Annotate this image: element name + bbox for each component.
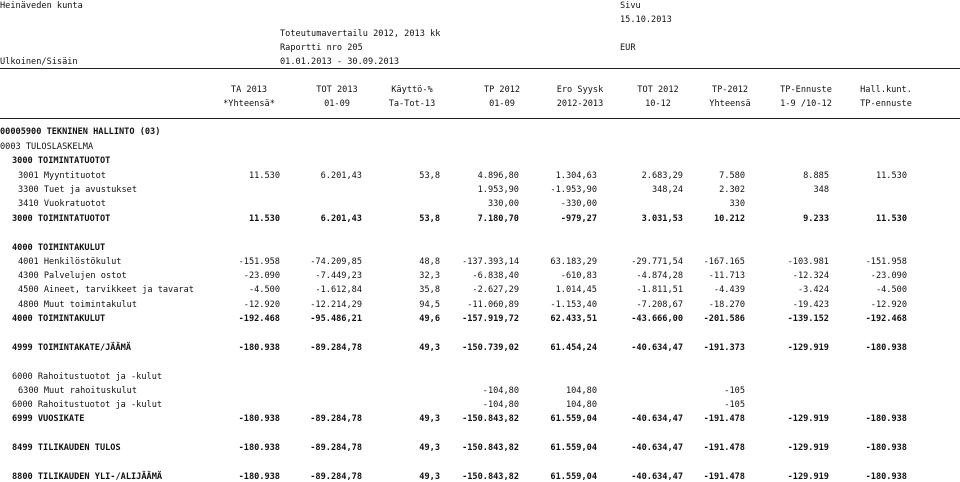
row-value: -18.270 bbox=[708, 300, 745, 310]
row-value: -11.060,89 bbox=[467, 300, 519, 310]
column-header-top: TOT 2013 bbox=[316, 85, 358, 95]
scope: Ulkoinen/Sisäin bbox=[0, 57, 78, 67]
row-value: 104,80 bbox=[565, 386, 597, 396]
row-value: 11.530 bbox=[248, 171, 280, 181]
row-value: 2.683,29 bbox=[641, 171, 683, 181]
row-value: -104,80 bbox=[482, 400, 519, 410]
row-value: -151.958 bbox=[865, 257, 907, 267]
row-value: -180.938 bbox=[865, 414, 907, 424]
row-value: -151.958 bbox=[238, 257, 280, 267]
row-value: 7.180,70 bbox=[477, 214, 519, 224]
row-label: 6999 VUOSIKATE bbox=[12, 414, 85, 424]
row-value: -89.284,78 bbox=[310, 343, 362, 353]
row-value: 62.433,51 bbox=[550, 314, 597, 324]
row-value: -105 bbox=[724, 386, 745, 396]
column-header-bottom: 1-9 /10-12 bbox=[780, 99, 832, 109]
column-header-bottom: 01-09 bbox=[489, 99, 515, 109]
row-label: 4500 Aineet, tarvikkeet ja tavarat bbox=[18, 285, 194, 295]
row-value: -7.208,67 bbox=[636, 300, 683, 310]
row-value: -180.938 bbox=[238, 343, 280, 353]
row-value: -89.284,78 bbox=[310, 414, 362, 424]
row-value: -180.938 bbox=[238, 414, 280, 424]
row-value: -192.468 bbox=[238, 314, 280, 324]
row-value: -89.284,78 bbox=[310, 443, 362, 453]
row-value: 53,8 bbox=[419, 171, 440, 181]
row-value: -1.811,51 bbox=[636, 285, 683, 295]
row-value: -12.324 bbox=[792, 271, 829, 281]
row-value: -95.486,21 bbox=[310, 314, 362, 324]
row-label: 00005900 TEKNINEN HALLINTO (03) bbox=[0, 127, 161, 137]
row-value: 49,3 bbox=[419, 343, 440, 353]
row-label: 4001 Henkilöstökulut bbox=[18, 257, 122, 267]
row-value: 4.896,80 bbox=[477, 171, 519, 181]
row-value: -191.373 bbox=[703, 343, 745, 353]
row-value: 3.031,53 bbox=[641, 214, 683, 224]
row-value: 1.953,90 bbox=[477, 185, 519, 195]
row-value: -1.612,84 bbox=[315, 285, 362, 295]
row-value: 6.201,43 bbox=[320, 214, 362, 224]
row-value: 63.183,29 bbox=[550, 257, 597, 267]
column-header-bottom: *Yhteensä* bbox=[223, 99, 275, 109]
row-label: 4000 TOIMINTAKULUT bbox=[12, 243, 106, 253]
column-header-bottom: TP-ennuste bbox=[860, 99, 912, 109]
row-value: -104,80 bbox=[482, 386, 519, 396]
row-value: 48,8 bbox=[419, 257, 440, 267]
row-value: -19.423 bbox=[792, 300, 829, 310]
row-value: 53,8 bbox=[419, 214, 440, 224]
row-value: -11.713 bbox=[708, 271, 745, 281]
column-header-top: TOT 2012 bbox=[637, 85, 679, 95]
row-label: 6000 Rahoitustuotot ja -kulut bbox=[12, 400, 163, 410]
row-value: 10.212 bbox=[713, 214, 745, 224]
row-value: -139.152 bbox=[787, 314, 829, 324]
row-value: 6.201,43 bbox=[320, 171, 362, 181]
row-value: 348,24 bbox=[651, 185, 683, 195]
row-value: -191.478 bbox=[703, 443, 745, 453]
row-value: -40.634,47 bbox=[631, 414, 683, 424]
row-label: 8499 TILIKAUDEN TULOS bbox=[12, 443, 121, 453]
row-value: -129.919 bbox=[787, 343, 829, 353]
row-label: 3000 TOIMINTATUOTOT bbox=[12, 214, 111, 224]
row-value: -1.953,90 bbox=[550, 185, 597, 195]
row-value: -157.919,72 bbox=[462, 314, 519, 324]
row-value: 11.530 bbox=[875, 214, 907, 224]
row-value: -12.214,29 bbox=[310, 300, 362, 310]
row-value: -6.838,40 bbox=[472, 271, 519, 281]
row-value: 7.580 bbox=[719, 171, 745, 181]
row-value: -610,83 bbox=[560, 271, 597, 281]
row-label: 0003 TULOSLASKELMA bbox=[0, 142, 94, 152]
row-value: -40.634,47 bbox=[631, 343, 683, 353]
row-value: 1.014,45 bbox=[555, 285, 597, 295]
column-header-bottom: 10-12 bbox=[645, 99, 671, 109]
row-label: 6000 Rahoitustuotot ja -kulut bbox=[12, 372, 163, 382]
column-header-top: Hall.kunt. bbox=[860, 85, 912, 95]
row-value: -191.478 bbox=[703, 414, 745, 424]
row-label: 8800 TILIKAUDEN YLI-/ALIJÄÄMÄ bbox=[12, 472, 163, 482]
row-label: 3001 Myyntituotot bbox=[18, 171, 106, 181]
column-header-top: TA 2013 bbox=[230, 85, 268, 95]
header-rule-top bbox=[0, 68, 960, 69]
row-label: 4999 TOIMINTAKATE/JÄÄMÄ bbox=[12, 343, 131, 353]
report-period: 01.01.2013 - 30.09.2013 bbox=[280, 57, 399, 67]
row-value: -180.938 bbox=[865, 343, 907, 353]
row-value: -129.919 bbox=[787, 414, 829, 424]
row-value: -180.938 bbox=[865, 472, 907, 482]
row-value: 61.559,04 bbox=[550, 443, 597, 453]
report-date: 15.10.2013 bbox=[620, 15, 672, 25]
row-value: -3.424 bbox=[797, 285, 829, 295]
row-value: 61.559,04 bbox=[550, 414, 597, 424]
row-value: -7.449,23 bbox=[315, 271, 362, 281]
column-header-top: Käyttö-% bbox=[391, 85, 433, 95]
row-label: 4800 Muut toimintakulut bbox=[18, 300, 137, 310]
row-value: 11.530 bbox=[248, 214, 280, 224]
row-value: -129.919 bbox=[787, 472, 829, 482]
row-label: 3000 TOIMINTATUOTOT bbox=[12, 156, 111, 166]
column-header-top: TP 2012 bbox=[483, 85, 521, 95]
row-value: 49,3 bbox=[419, 414, 440, 424]
row-value: -180.938 bbox=[865, 443, 907, 453]
row-value: 32,3 bbox=[419, 271, 440, 281]
page-label: Sivu bbox=[620, 1, 641, 11]
header-rule-bottom bbox=[0, 118, 960, 119]
row-label: 6300 Muut rahoituskulut bbox=[18, 386, 137, 396]
row-value: -191.478 bbox=[703, 472, 745, 482]
row-value: -4.500 bbox=[248, 285, 280, 295]
row-value: 94,5 bbox=[419, 300, 440, 310]
row-label: 3410 Vuokratuotot bbox=[18, 199, 106, 209]
row-value: -1.153,40 bbox=[550, 300, 597, 310]
row-value: -4.874,28 bbox=[636, 271, 683, 281]
row-label: 4300 Palvelujen ostot bbox=[18, 271, 127, 281]
column-header-top: Ero Syysk bbox=[556, 85, 604, 95]
row-value: 61.454,24 bbox=[550, 343, 597, 353]
row-value: -4.439 bbox=[713, 285, 745, 295]
row-value: 348 bbox=[813, 185, 829, 195]
column-header-bottom: 2012-2013 bbox=[556, 99, 604, 109]
row-value: 49,3 bbox=[419, 472, 440, 482]
row-value: -129.919 bbox=[787, 443, 829, 453]
column-header-top: TP-2012 bbox=[711, 85, 749, 95]
row-value: -201.586 bbox=[703, 314, 745, 324]
row-value: -150.843,82 bbox=[462, 443, 519, 453]
row-value: -12.920 bbox=[870, 300, 907, 310]
row-value: -137.393,14 bbox=[462, 257, 519, 267]
row-value: -150.843,82 bbox=[462, 414, 519, 424]
row-value: -180.938 bbox=[238, 472, 280, 482]
row-value: -2.627,29 bbox=[472, 285, 519, 295]
row-value: -40.634,47 bbox=[631, 472, 683, 482]
row-value: -43.666,00 bbox=[631, 314, 683, 324]
row-value: 330,00 bbox=[487, 199, 519, 209]
row-value: 49,6 bbox=[419, 314, 440, 324]
row-value: 2.302 bbox=[719, 185, 745, 195]
row-value: -40.634,47 bbox=[631, 443, 683, 453]
row-value: 61.559,04 bbox=[550, 472, 597, 482]
row-value: -180.938 bbox=[238, 443, 280, 453]
row-value: -150.739,02 bbox=[462, 343, 519, 353]
row-value: 9.233 bbox=[803, 214, 829, 224]
row-value: 49,3 bbox=[419, 443, 440, 453]
report-number: Raportti nro 205 bbox=[280, 43, 363, 53]
row-value: -979,27 bbox=[560, 214, 597, 224]
company-name: Heinäveden kunta bbox=[0, 1, 83, 11]
column-header-top: TP-Ennuste bbox=[780, 85, 832, 95]
row-value: 330 bbox=[729, 199, 745, 209]
column-header-bottom: Yhteensä bbox=[709, 99, 751, 109]
row-value: -29.771,54 bbox=[631, 257, 683, 267]
row-value: -330,00 bbox=[560, 199, 597, 209]
row-label: 3300 Tuet ja avustukset bbox=[18, 185, 137, 195]
row-value: 104,80 bbox=[565, 400, 597, 410]
row-value: -105 bbox=[724, 400, 745, 410]
row-value: -12.920 bbox=[243, 300, 280, 310]
row-value: -192.468 bbox=[865, 314, 907, 324]
row-value: -23.090 bbox=[243, 271, 280, 281]
row-value: 11.530 bbox=[875, 171, 907, 181]
row-value: -103.981 bbox=[787, 257, 829, 267]
report-title: Toteutumavertailu 2012, 2013 kk bbox=[280, 29, 441, 39]
row-label: 4000 TOIMINTAKULUT bbox=[12, 314, 106, 324]
row-value: -74.209,85 bbox=[310, 257, 362, 267]
row-value: -23.090 bbox=[870, 271, 907, 281]
row-value: 35,8 bbox=[419, 285, 440, 295]
row-value: -150.843,82 bbox=[462, 472, 519, 482]
row-value: 1.304,63 bbox=[555, 171, 597, 181]
column-header-bottom: 01-09 bbox=[324, 99, 350, 109]
row-value: -89.284,78 bbox=[310, 472, 362, 482]
column-header-bottom: Ta-Tot-13 bbox=[388, 99, 436, 109]
row-value: -167.165 bbox=[703, 257, 745, 267]
currency: EUR bbox=[620, 43, 636, 53]
row-value: -4.500 bbox=[875, 285, 907, 295]
row-value: 8.885 bbox=[803, 171, 829, 181]
